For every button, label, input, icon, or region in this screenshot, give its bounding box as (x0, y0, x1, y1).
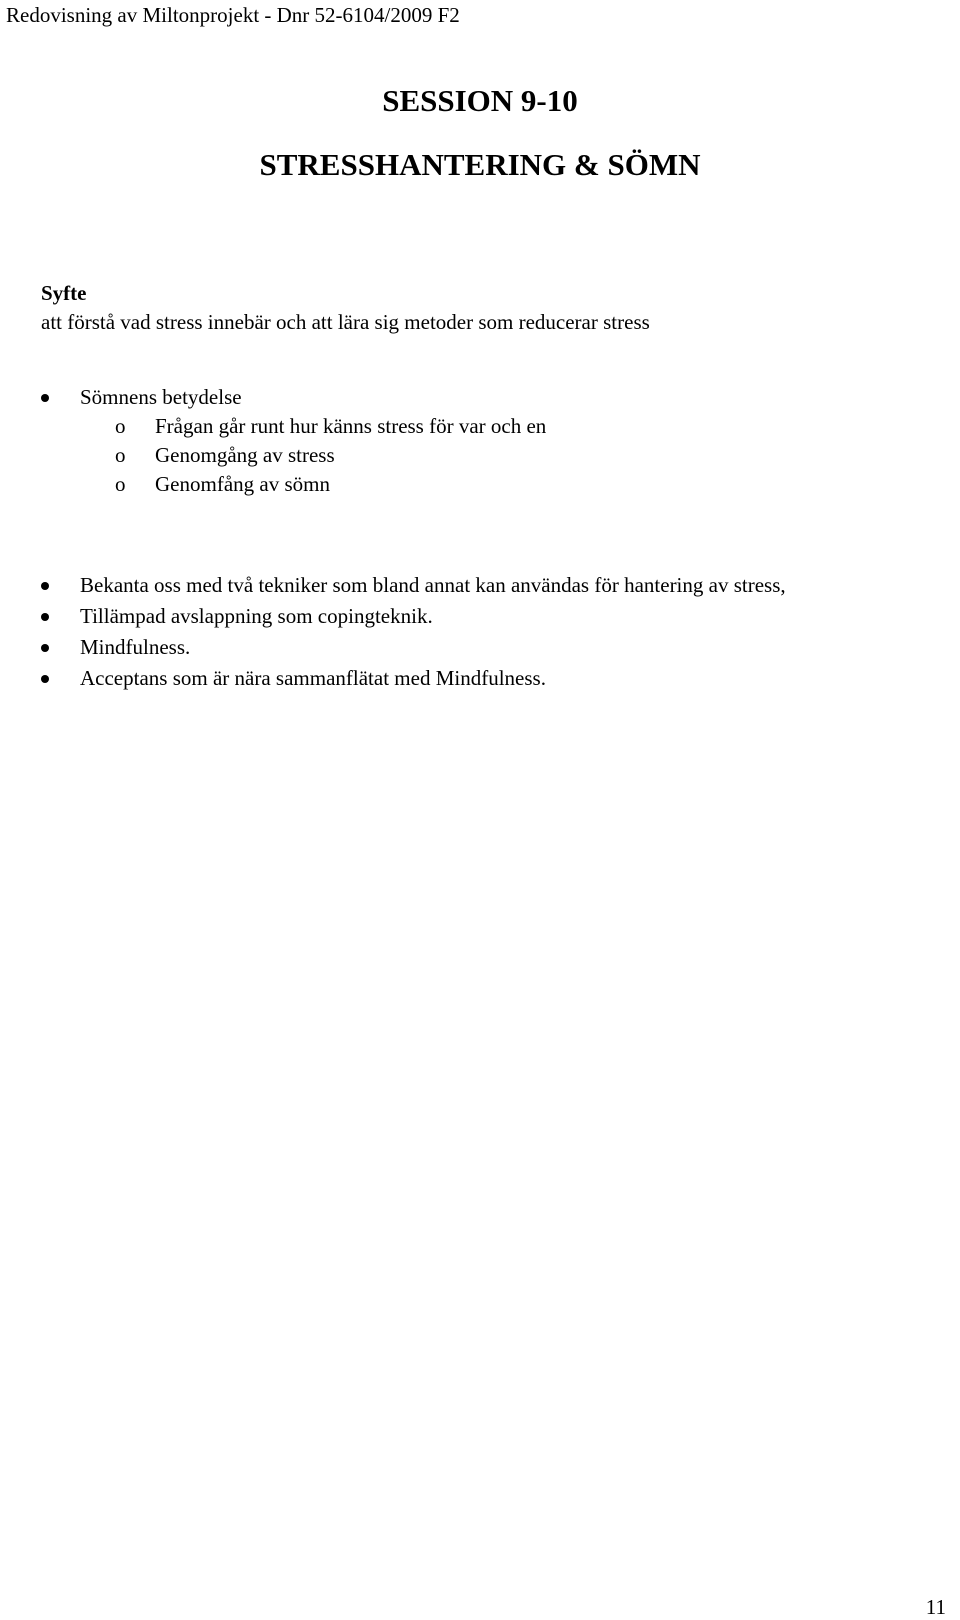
list-item-text: Tillämpad avslappning som copingteknik. (80, 604, 433, 628)
sub-list-item-text: Genomgång av stress (155, 443, 335, 467)
session-title: SESSION 9-10 (382, 83, 578, 118)
sub-list-item-text: Frågan går runt hur känns stress för var och en (155, 414, 547, 438)
list-item (0, 634, 960, 660)
list-item (0, 384, 960, 410)
list-item (0, 665, 960, 691)
purpose-heading: Syfte (41, 281, 87, 305)
sub-list-item (0, 471, 960, 497)
bullet-icon (41, 644, 49, 652)
sub-list-item-text: Genomfång av sömn (155, 472, 330, 496)
list-item-text: Bekanta oss med två tekniker som bland annat kan användas för hantering av stress, (80, 573, 786, 597)
purpose-text: att förstå vad stress innebär och att lära sig metoder som reducerar stress (41, 310, 650, 334)
bullet-icon (41, 582, 49, 590)
list-item (0, 603, 960, 629)
page-number: 11 (925, 1595, 946, 1619)
sub-list-item (0, 442, 960, 468)
sub-bullet-marker: o (115, 443, 126, 467)
running-header: Redovisning av Miltonprojekt - Dnr 52-6104/2009 F2 (6, 3, 460, 27)
sub-bullet-marker: o (115, 414, 126, 438)
bullet-icon (41, 613, 49, 621)
bullet-icon (41, 675, 49, 683)
bullet-icon (41, 394, 49, 402)
list-item (0, 572, 960, 598)
list-item-text: Acceptans som är nära sammanflätat med Mindfulness. (80, 666, 546, 690)
sub-bullet-marker: o (115, 472, 126, 496)
sub-list-item (0, 413, 960, 439)
topic-title: STRESSHANTERING & SÖMN (259, 147, 701, 182)
list-item-text: Sömnens betydelse (80, 385, 242, 409)
list-item-text: Mindfulness. (80, 635, 191, 659)
